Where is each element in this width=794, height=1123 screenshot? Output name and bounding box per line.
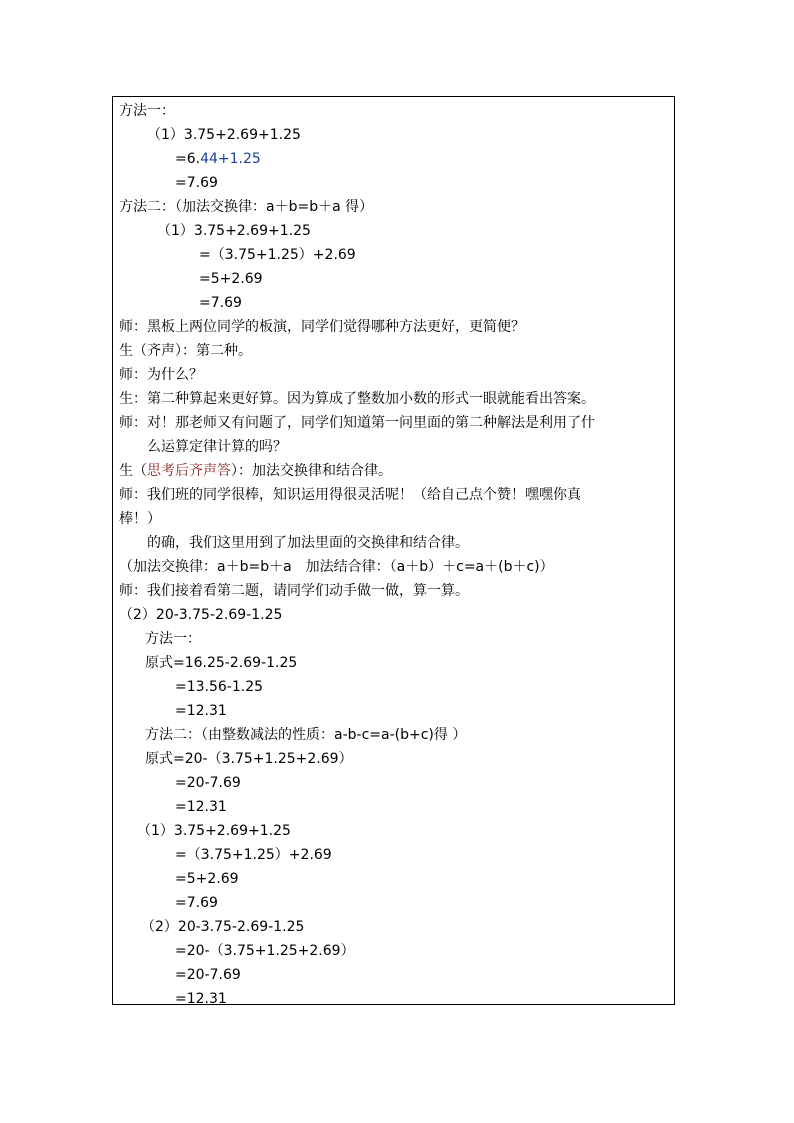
text-line: 么运算定律计算的吗？ — [147, 439, 287, 455]
text-line — [175, 149, 261, 169]
text-segment: ）：加法交换律和结合律。 — [231, 463, 392, 479]
text-line: （2）20-3.75-2.69-1.25 — [119, 607, 283, 623]
text-line — [119, 461, 392, 481]
text-line: 方法一： — [145, 631, 201, 647]
text-line: =20-（3.75+1.25+2.69） — [175, 943, 355, 959]
text-segment: 生（ — [119, 463, 147, 479]
text-line: 生（齐声）：第二种。 — [119, 343, 252, 359]
content-table-cell — [112, 96, 675, 1005]
text-line: =20-7.69 — [175, 775, 241, 791]
text-line: 方法一： — [119, 103, 175, 119]
text-line: 师：为什么？ — [119, 367, 203, 383]
text-line: =（3.75+1.25）+2.69 — [175, 847, 332, 863]
text-line: （1）3.75+2.69+1.25 — [147, 127, 301, 143]
text-line: 师：黑板上两位同学的板演，同学们觉得哪种方法更好，更简便？ — [119, 319, 525, 335]
text-line: 师：我们班的同学很棒，知识运用得很灵活呢！（给自己点个赞！嘿嘿你真 — [119, 487, 581, 503]
text-line: =12.31 — [175, 991, 227, 1007]
text-line: =13.56-1.25 — [175, 679, 264, 695]
highlighted-text-segment: 44+1.25 — [200, 151, 261, 167]
text-line: 师：对！那老师又有问题了，同学们知道第一问里面的第二种解法是利用了什 — [119, 415, 595, 431]
text-line: （加法交换律：a＋b=b＋a 加法结合律：（a＋b）＋c=a＋(b＋c)） — [119, 559, 554, 575]
text-line: =5+2.69 — [175, 871, 239, 887]
text-line: =7.69 — [175, 175, 218, 191]
text-line: （1）3.75+2.69+1.25 — [137, 823, 291, 839]
text-line: =12.31 — [175, 799, 227, 815]
text-segment: =6. — [175, 151, 201, 167]
text-line: 原式=20-（3.75+1.25+2.69） — [145, 751, 353, 767]
text-line: 方法二：（加法交换律：a＋b=b＋a 得） — [119, 199, 374, 215]
text-line: 棒！） — [119, 511, 161, 527]
text-line: =7.69 — [199, 295, 242, 311]
text-line: =7.69 — [175, 895, 218, 911]
text-line: 的确，我们这里用到了加法里面的交换律和结合律。 — [147, 535, 469, 551]
text-line: （2）20-3.75-2.69-1.25 — [141, 919, 305, 935]
highlighted-text-segment: 思考后齐声答 — [147, 463, 231, 479]
text-line: 原式=16.25-2.69-1.25 — [145, 655, 298, 671]
text-line: =5+2.69 — [199, 271, 263, 287]
text-line: 方法二：（由整数减法的性质：a-b-c=a-(b+c)得 ） — [145, 727, 467, 743]
text-line: =（3.75+1.25）+2.69 — [199, 247, 356, 263]
text-line: 生：第二种算起来更好算。因为算成了整数加小数的形式一眼就能看出答案。 — [119, 391, 595, 407]
text-line: =20-7.69 — [175, 967, 241, 983]
text-line: =12.31 — [175, 703, 227, 719]
text-line: 师：我们接着看第二题，请同学们动手做一做，算一算。 — [119, 583, 469, 599]
text-line: （1）3.75+2.69+1.25 — [157, 223, 311, 239]
